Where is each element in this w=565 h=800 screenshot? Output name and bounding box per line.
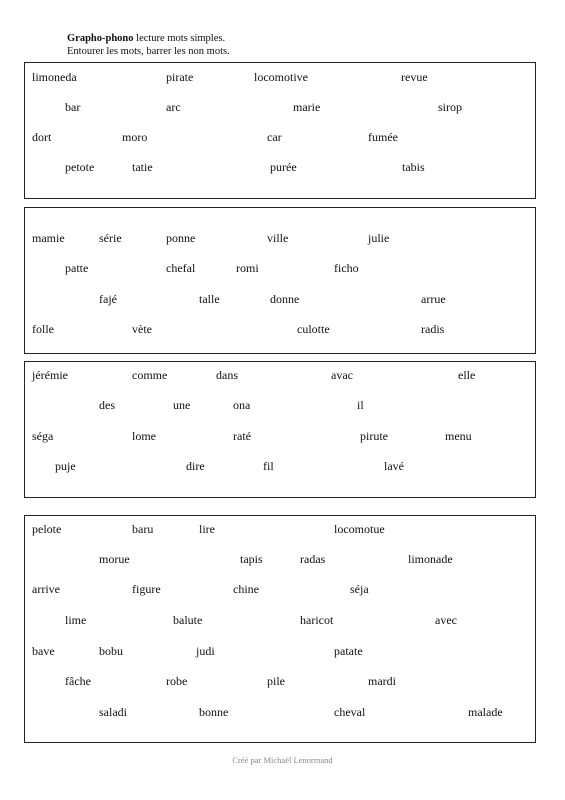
word-item: lavé (384, 459, 404, 473)
word-item: moro (122, 130, 148, 144)
word-item: pirate (166, 70, 194, 84)
word-box-2 (24, 207, 536, 354)
word-item: puje (55, 459, 76, 473)
word-item: romi (236, 261, 259, 275)
word-item: julie (368, 231, 390, 245)
word-item: menu (445, 429, 472, 443)
title-rest: lecture mots simples. (133, 33, 226, 44)
word-item: robe (166, 674, 188, 688)
worksheet-title (67, 32, 230, 45)
word-item: cheval (334, 705, 366, 719)
word-item: lome (132, 429, 156, 443)
word-item: fumée (368, 130, 398, 144)
word-item: jérémie (32, 368, 68, 382)
word-item: fâche (65, 674, 91, 688)
word-item: baru (132, 522, 154, 536)
word-item: fil (263, 459, 274, 473)
word-item: haricot (300, 613, 334, 627)
word-item: dort (32, 130, 52, 144)
word-item: avec (435, 613, 457, 627)
word-box-4 (24, 515, 536, 743)
word-item: ponne (166, 231, 196, 245)
word-item: talle (199, 292, 220, 306)
word-item: limoneda (32, 70, 77, 84)
word-item: judi (196, 644, 215, 658)
word-item: patte (65, 261, 89, 275)
word-item: ona (233, 398, 251, 412)
word-item: ville (267, 231, 289, 245)
word-item: des (99, 398, 115, 412)
word-item: pirute (360, 429, 388, 443)
word-item: avac (331, 368, 353, 382)
word-item: elle (458, 368, 476, 382)
word-item: purée (270, 160, 297, 174)
word-item: patate (334, 644, 363, 658)
word-item: arrue (421, 292, 446, 306)
word-item: tatie (132, 160, 153, 174)
word-item: car (267, 130, 282, 144)
word-item: pelote (32, 522, 62, 536)
word-item: bar (65, 100, 81, 114)
word-item: mardi (368, 674, 396, 688)
word-item: locomotive (254, 70, 308, 84)
word-item: mamie (32, 231, 65, 245)
word-item: arc (166, 100, 181, 114)
word-item: donne (270, 292, 300, 306)
word-item: malade (468, 705, 503, 719)
word-item: une (173, 398, 191, 412)
word-item: bonne (199, 705, 229, 719)
word-item: culotte (297, 322, 330, 336)
word-item: raté (233, 429, 251, 443)
word-item: fajé (99, 292, 117, 306)
word-item: séga (32, 429, 54, 443)
word-item: bave (32, 644, 55, 658)
word-item: série (99, 231, 122, 245)
worksheet-instruction: Entourer les mots, barrer les non mots. (67, 46, 230, 57)
word-box-3 (24, 361, 536, 498)
word-item: pile (267, 674, 285, 688)
word-item: il (357, 398, 364, 412)
word-item: dire (186, 459, 205, 473)
word-item: folle (32, 322, 54, 336)
footer-credit: Créé par Michaël Lenormand (232, 755, 333, 765)
word-item: lime (65, 613, 87, 627)
word-item: radas (300, 552, 326, 566)
word-item: vète (132, 322, 152, 336)
word-item: comme (132, 368, 168, 382)
worksheet-header (67, 32, 230, 58)
word-item: chine (233, 582, 259, 596)
word-item: bobu (99, 644, 123, 658)
word-item: radis (421, 322, 445, 336)
word-box-1 (24, 62, 536, 199)
word-item: lire (199, 522, 215, 536)
word-item: arrive (32, 582, 60, 596)
word-item: dans (216, 368, 238, 382)
word-item: revue (401, 70, 428, 84)
word-item: figure (132, 582, 161, 596)
word-item: limonade (408, 552, 453, 566)
word-item: marie (293, 100, 321, 114)
title-bold: Grapho-phono (67, 33, 134, 44)
word-item: sirop (438, 100, 462, 114)
word-item: séja (350, 582, 369, 596)
word-item: morue (99, 552, 130, 566)
word-item: saladi (99, 705, 127, 719)
word-item: tabis (402, 160, 425, 174)
word-item: balute (173, 613, 203, 627)
word-item: petote (65, 160, 95, 174)
word-item: chefal (166, 261, 196, 275)
word-item: tapis (240, 552, 263, 566)
word-item: ficho (334, 261, 359, 275)
word-item: locomotue (334, 522, 385, 536)
